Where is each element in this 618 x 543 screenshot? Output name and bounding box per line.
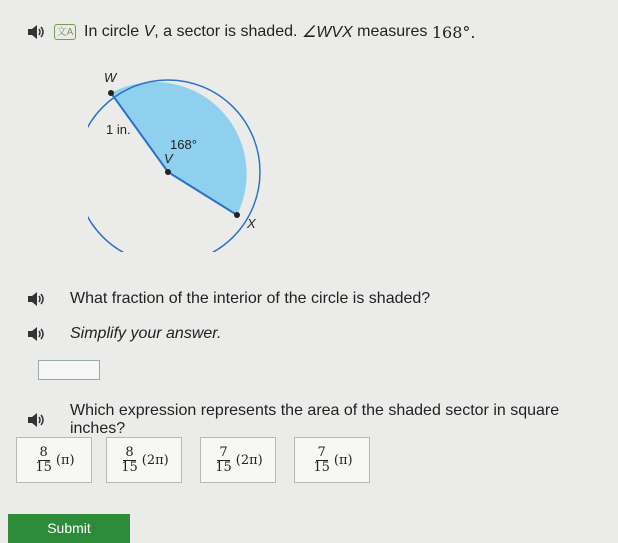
angle-value: 168°. <box>431 22 476 42</box>
simplify-instruction <box>26 325 221 343</box>
label-angle: 168° <box>170 137 197 152</box>
speaker-icon[interactable] <box>26 412 48 428</box>
statement-prefix: In circle <box>84 23 144 40</box>
choice-7-15-pi[interactable] <box>294 437 370 483</box>
question-area <box>26 402 618 438</box>
choice-factor: (π) <box>333 452 353 468</box>
simplify-instruction-text: Simplify your answer. <box>70 325 222 342</box>
point-x <box>234 212 240 218</box>
choice-7-15-2pi[interactable] <box>200 437 276 483</box>
problem-statement <box>26 22 475 42</box>
speaker-icon[interactable] <box>26 24 48 40</box>
translate-icon[interactable]: 文A <box>54 24 76 40</box>
choice-fraction: $\frac{8}{15}$ <box>121 444 138 475</box>
choice-fraction: $\frac{7}{15}$ <box>313 444 330 475</box>
label-x: X <box>247 216 256 231</box>
fraction-answer-input[interactable] <box>38 360 100 380</box>
speaker-icon[interactable] <box>26 326 48 342</box>
question-area-text: Which expression represents the area of the shaded sector in square inches? <box>69 402 560 437</box>
submit-button[interactable]: Submit <box>8 514 130 543</box>
choice-factor: (2π) <box>141 452 169 468</box>
choice-fraction: $\frac{7}{15}$ <box>215 444 232 475</box>
angle-expression: ∠WVX <box>301 24 353 41</box>
choice-8-15-2pi[interactable] <box>106 437 182 483</box>
choice-fraction: $\frac{8}{15}$ <box>35 444 52 475</box>
label-radius: 1 in. <box>106 122 131 137</box>
speaker-icon[interactable] <box>26 291 48 307</box>
question-fraction-text: What fraction of the interior of the circle is shaded? <box>70 290 431 307</box>
circle-name: V <box>143 23 155 40</box>
statement-middle: , a sector is shaded. <box>154 23 302 40</box>
statement-suffix: measures <box>352 23 432 40</box>
choice-factor: (π) <box>55 452 75 468</box>
circle-diagram <box>88 52 278 252</box>
label-w: W <box>104 70 117 85</box>
choice-factor: (2π) <box>235 452 263 468</box>
point-w <box>108 90 114 96</box>
choice-8-15-pi[interactable] <box>16 437 92 483</box>
point-v <box>165 169 171 175</box>
label-v: V <box>164 151 173 166</box>
question-fraction <box>26 290 430 308</box>
